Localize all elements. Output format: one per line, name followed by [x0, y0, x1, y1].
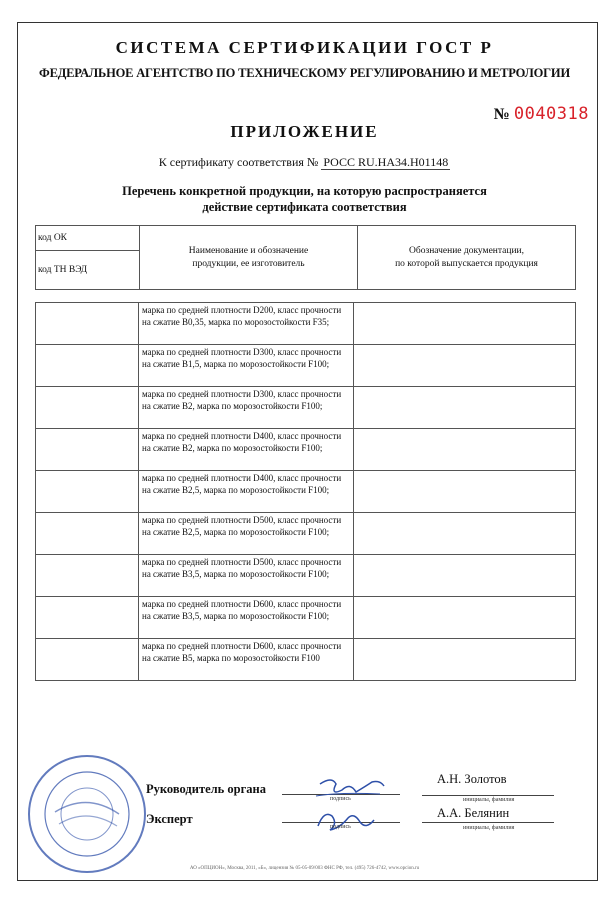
head-name-line	[422, 795, 554, 796]
code-cell	[36, 597, 139, 639]
product-cell: марка по средней плотности D500, класс прочности на сжатие B2,5, марка по морозостойкости F100;	[139, 513, 354, 555]
cert-prefix: К сертификату соответствия №	[158, 155, 319, 169]
product-table	[35, 302, 576, 681]
product-cell: марка по средней плотности D200, класс прочности на сжатие B0,35, марка по морозостойкости F35;	[139, 303, 354, 345]
doc-cell	[354, 555, 576, 597]
head-label: Руководитель органа	[146, 782, 266, 796]
product-cell: марка по средней плотности D400, класс прочности на сжатие B2,5, марка по морозостойкости F100;	[139, 471, 354, 513]
table-row	[36, 513, 576, 555]
expert-signature-caption: подпись	[330, 824, 351, 830]
subtitle	[0, 183, 609, 215]
code-cell	[36, 639, 139, 681]
doc-cell	[354, 345, 576, 387]
system-title: СИСТЕМА СЕРТИФИКАЦИИ ГОСТ Р	[115, 38, 494, 57]
doc-header-line-1: Обозначение документации,	[409, 245, 524, 256]
expert-name-caption: инициалы, фамилия	[463, 825, 515, 831]
doc-cell	[354, 429, 576, 471]
certificate-reference	[0, 155, 609, 170]
code-tn-label: код ТН ВЭД	[36, 251, 140, 290]
doc-cell	[354, 597, 576, 639]
table-row	[36, 345, 576, 387]
head-name-caption: инициалы, фамилия	[463, 797, 515, 803]
table-row	[36, 303, 576, 345]
certification-stamp	[25, 752, 149, 876]
expert-signature	[310, 806, 380, 836]
table-header	[35, 225, 576, 290]
subtitle-line-1: Перечень конкретной продукции, на которую распространяется	[122, 184, 487, 198]
form-number-label: №	[493, 106, 510, 123]
product-cell: марка по средней плотности D600, класс прочности на сжатие B5, марка по морозостойкости F100	[139, 639, 354, 681]
doc-column-header	[358, 226, 576, 290]
table-row	[36, 429, 576, 471]
doc-cell	[354, 513, 576, 555]
name-column-header	[140, 226, 358, 290]
head-signature-caption: подпись	[330, 796, 351, 802]
table-row	[36, 597, 576, 639]
expert-name-line	[422, 822, 554, 823]
product-cell: марка по средней плотности D300, класс прочности на сжатие B1,5, марка по морозостойкости F100;	[139, 345, 354, 387]
product-cell: марка по средней плотности D600, класс прочности на сжатие B3,5, марка по морозостойкости F100;	[139, 597, 354, 639]
page-title: ПРИЛОЖЕНИЕ	[230, 122, 379, 141]
table-row	[36, 639, 576, 681]
name-header-line-1: Наименование и обозначение	[188, 245, 309, 256]
product-cell: марка по средней плотности D500, класс прочности на сжатие B3,5, марка по морозостойкости F100;	[139, 555, 354, 597]
form-number-value: 0040318	[513, 104, 589, 124]
code-cell	[36, 513, 139, 555]
doc-cell	[354, 387, 576, 429]
doc-cell	[354, 303, 576, 345]
doc-cell	[354, 471, 576, 513]
expert-name: А.А. Белянин	[437, 806, 510, 820]
code-ok-label: код ОК	[36, 226, 140, 251]
code-cell	[36, 345, 139, 387]
code-cell	[36, 387, 139, 429]
table-row	[36, 471, 576, 513]
code-cell	[36, 429, 139, 471]
expert-label: Эксперт	[146, 812, 193, 826]
subtitle-line-2: действие сертификата соответствия	[202, 200, 407, 214]
form-number	[494, 104, 589, 124]
code-cell	[36, 555, 139, 597]
agency-title: ФЕДЕРАЛЬНОЕ АГЕНТСТВО ПО ТЕХНИЧЕСКОМУ РЕГУЛИРОВАНИЮ И МЕТРОЛОГИИ	[39, 66, 570, 80]
product-cell: марка по средней плотности D300, класс прочности на сжатие B2, марка по морозостойкости F100;	[139, 387, 354, 429]
head-name: А.Н. Золотов	[437, 772, 507, 786]
doc-cell	[354, 639, 576, 681]
code-cell	[36, 471, 139, 513]
footer-printer-info: АО «ОПЦИОН», Москва, 2011, «Б», лицензия № 05-05-09/003 ФНС РФ, тел. (495) 726-4742, www.opcion.ru	[189, 866, 420, 871]
product-cell: марка по средней плотности D400, класс прочности на сжатие B2, марка по морозостойкости F100;	[139, 429, 354, 471]
name-header-line-2: продукции, ее изготовитель	[192, 258, 305, 269]
table-row	[36, 555, 576, 597]
doc-header-line-2: по которой выпускается продукция	[395, 258, 538, 269]
code-cell	[36, 303, 139, 345]
table-row	[36, 387, 576, 429]
cert-number: РОСС RU.HA34.H01148	[323, 155, 449, 169]
